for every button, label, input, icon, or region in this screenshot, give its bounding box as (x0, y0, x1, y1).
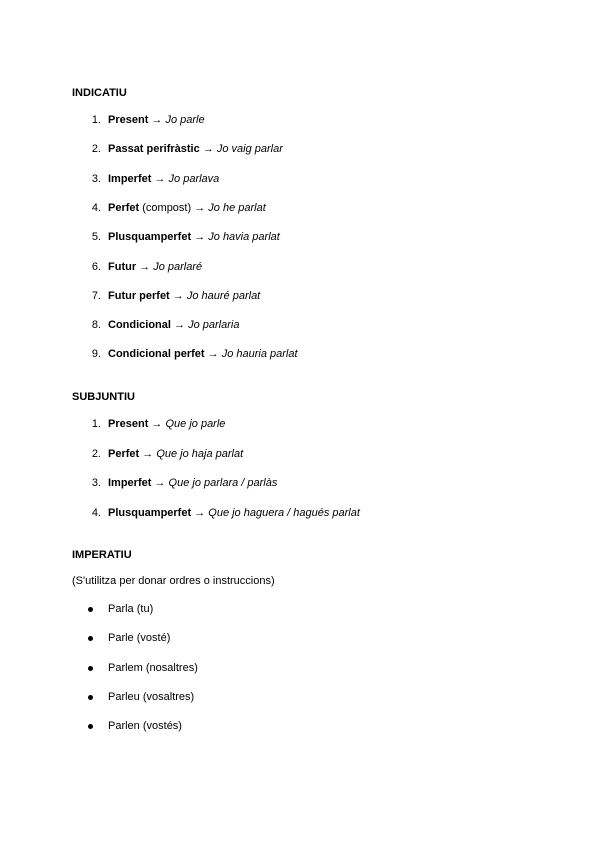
item-text (108, 446, 243, 462)
tense-name: Futur (108, 260, 137, 273)
subjuntiu-heading: SUBJUNTIU (72, 391, 135, 403)
bullet-icon (88, 630, 96, 636)
item-number: 3. (91, 477, 101, 489)
imperatiu-form: Parlen (vostés) (108, 720, 182, 733)
arrow-icon: → (169, 289, 187, 302)
item-number: 8. (91, 319, 101, 332)
imperatiu-form: Parle (vosté) (108, 632, 171, 645)
item-text (108, 346, 298, 362)
example-phrase: Que jo parlara / parlàs (168, 477, 278, 489)
bullet-icon (88, 601, 96, 607)
tense-name: Present (108, 418, 149, 430)
example-phrase: Jo parlaria (188, 319, 240, 332)
imperatiu-form: Parla (tu) (108, 603, 154, 615)
item-number: 9. (91, 348, 101, 361)
item-text (108, 229, 280, 245)
arrow-icon: → (191, 506, 209, 519)
item-text (108, 317, 239, 333)
arrow-icon: → (191, 231, 209, 244)
example-phrase: Jo hauré parlat (186, 289, 261, 302)
item-text (108, 288, 260, 304)
tense-name: Condicional (108, 319, 171, 332)
arrow-icon: → (170, 319, 189, 332)
bullet-icon (88, 660, 96, 666)
tense-name: Plusquamperfet (108, 506, 192, 519)
item-text (108, 171, 219, 187)
item-text (108, 475, 277, 491)
example-phrase: Que jo haja parlat (156, 447, 244, 460)
arrow-icon: → (139, 447, 157, 460)
arrow-icon: → (151, 172, 169, 185)
indicatiu-heading: INDICATIU (72, 87, 127, 99)
bullet-icon (88, 689, 96, 695)
tense-name: Perfet (108, 201, 140, 214)
imperatiu-heading: IMPERATIU (72, 549, 132, 561)
item-number: 4. (91, 506, 101, 519)
imperatiu-form: Parlem (nosaltres) (108, 661, 198, 674)
item-number: 1. (91, 114, 101, 126)
example-phrase: Jo vaig parlar (216, 143, 283, 156)
tense-name: Plusquamperfet (108, 231, 192, 244)
example-phrase: Que jo parle (165, 418, 226, 430)
item-text (108, 259, 202, 275)
arrow-icon: → (204, 348, 222, 361)
example-phrase: Jo parlaré (153, 260, 203, 273)
tense-name: Imperfet (108, 477, 152, 489)
item-text (108, 112, 205, 128)
item-number: 6. (91, 260, 101, 273)
arrow-icon: → (148, 114, 166, 126)
item-number: 1. (91, 418, 101, 430)
item-text (108, 141, 283, 157)
item-text (108, 505, 360, 521)
example-phrase: Que jo haguera / hagués parlat (208, 506, 360, 519)
imperatiu-form: Parleu (vosaltres) (108, 690, 195, 703)
tense-name: Perfet (108, 447, 140, 460)
item-number: 3. (91, 172, 101, 185)
example-phrase: Jo havia parlat (208, 231, 280, 244)
item-number: 2. (91, 447, 101, 460)
imperatiu-note: (S'utilitza per donar ordres o instruccions) (72, 575, 275, 587)
example-phrase: Jo parle (165, 114, 205, 126)
item-number: 5. (91, 231, 101, 244)
item-text (108, 416, 225, 432)
arrow-icon: → (151, 477, 169, 489)
arrow-icon: → (136, 260, 154, 273)
arrow-icon: → (199, 143, 217, 156)
tense-qualifier: (compost) (139, 201, 192, 214)
item-text (108, 200, 266, 216)
example-phrase: Jo he parlat (208, 201, 266, 214)
tense-name: Present (108, 114, 149, 126)
arrow-icon: → (191, 201, 209, 214)
example-phrase: Jo hauria parlat (221, 348, 298, 361)
arrow-icon: → (148, 418, 166, 430)
tense-name: Futur perfet (108, 289, 170, 302)
item-number: 2. (91, 143, 101, 156)
tense-name: Condicional perfet (108, 348, 205, 361)
tense-name: Passat perifràstic (108, 143, 200, 156)
tense-name: Imperfet (108, 172, 152, 185)
example-phrase: Jo parlava (168, 172, 220, 185)
item-number: 4. (91, 201, 101, 214)
bullet-icon (88, 718, 96, 724)
item-number: 7. (91, 289, 101, 302)
